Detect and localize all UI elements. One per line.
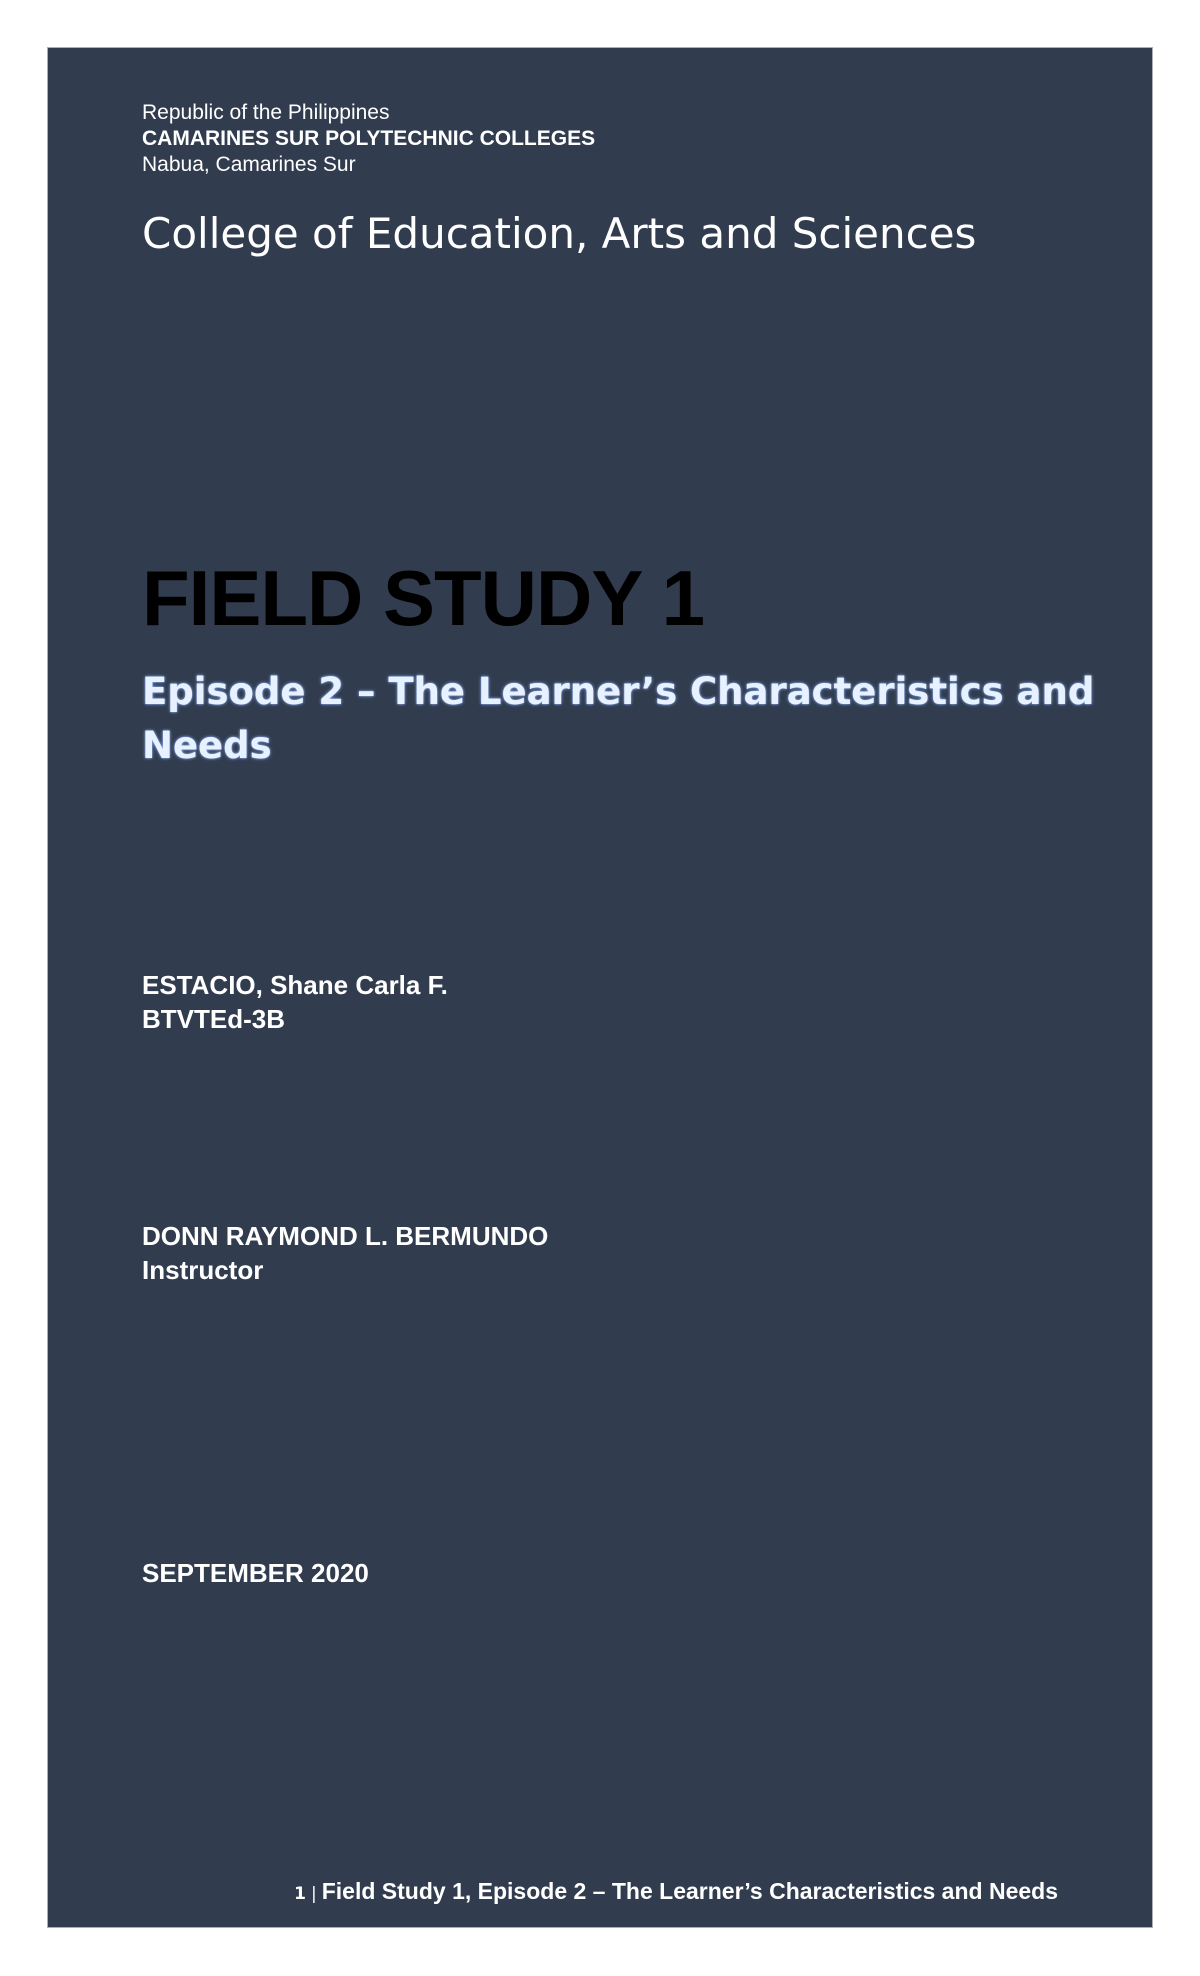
student-name: ESTACIO, Shane Carla F. bbox=[142, 970, 448, 1000]
school-name: CAMARINES SUR POLYTECHNIC COLLEGES bbox=[142, 127, 596, 150]
republic-line: Republic of the Philippines bbox=[142, 101, 390, 124]
instructor-name: DONN RAYMOND L. BERMUNDO bbox=[142, 1221, 549, 1251]
school-location: Nabua, Camarines Sur bbox=[142, 153, 356, 176]
page-footer bbox=[294, 1878, 1058, 1905]
document-title: FIELD STUDY 1 bbox=[142, 554, 704, 642]
student-section: BTVTEd-3B bbox=[142, 1004, 285, 1034]
document-page bbox=[47, 47, 1153, 1928]
footer-text: Field Study 1, Episode 2 – The Learner’s Characteristics and Needs bbox=[321, 1878, 1058, 1904]
instructor-role: Instructor bbox=[142, 1255, 264, 1285]
page-number: 1 bbox=[294, 1884, 306, 1904]
footer-separator: | bbox=[311, 1884, 317, 1904]
document-subtitle: Episode 2 – The Learner’s Characteristics and Needs bbox=[142, 670, 1095, 767]
document-date: SEPTEMBER 2020 bbox=[142, 1558, 369, 1588]
college-name: College of Education, Arts and Sciences bbox=[142, 209, 977, 258]
